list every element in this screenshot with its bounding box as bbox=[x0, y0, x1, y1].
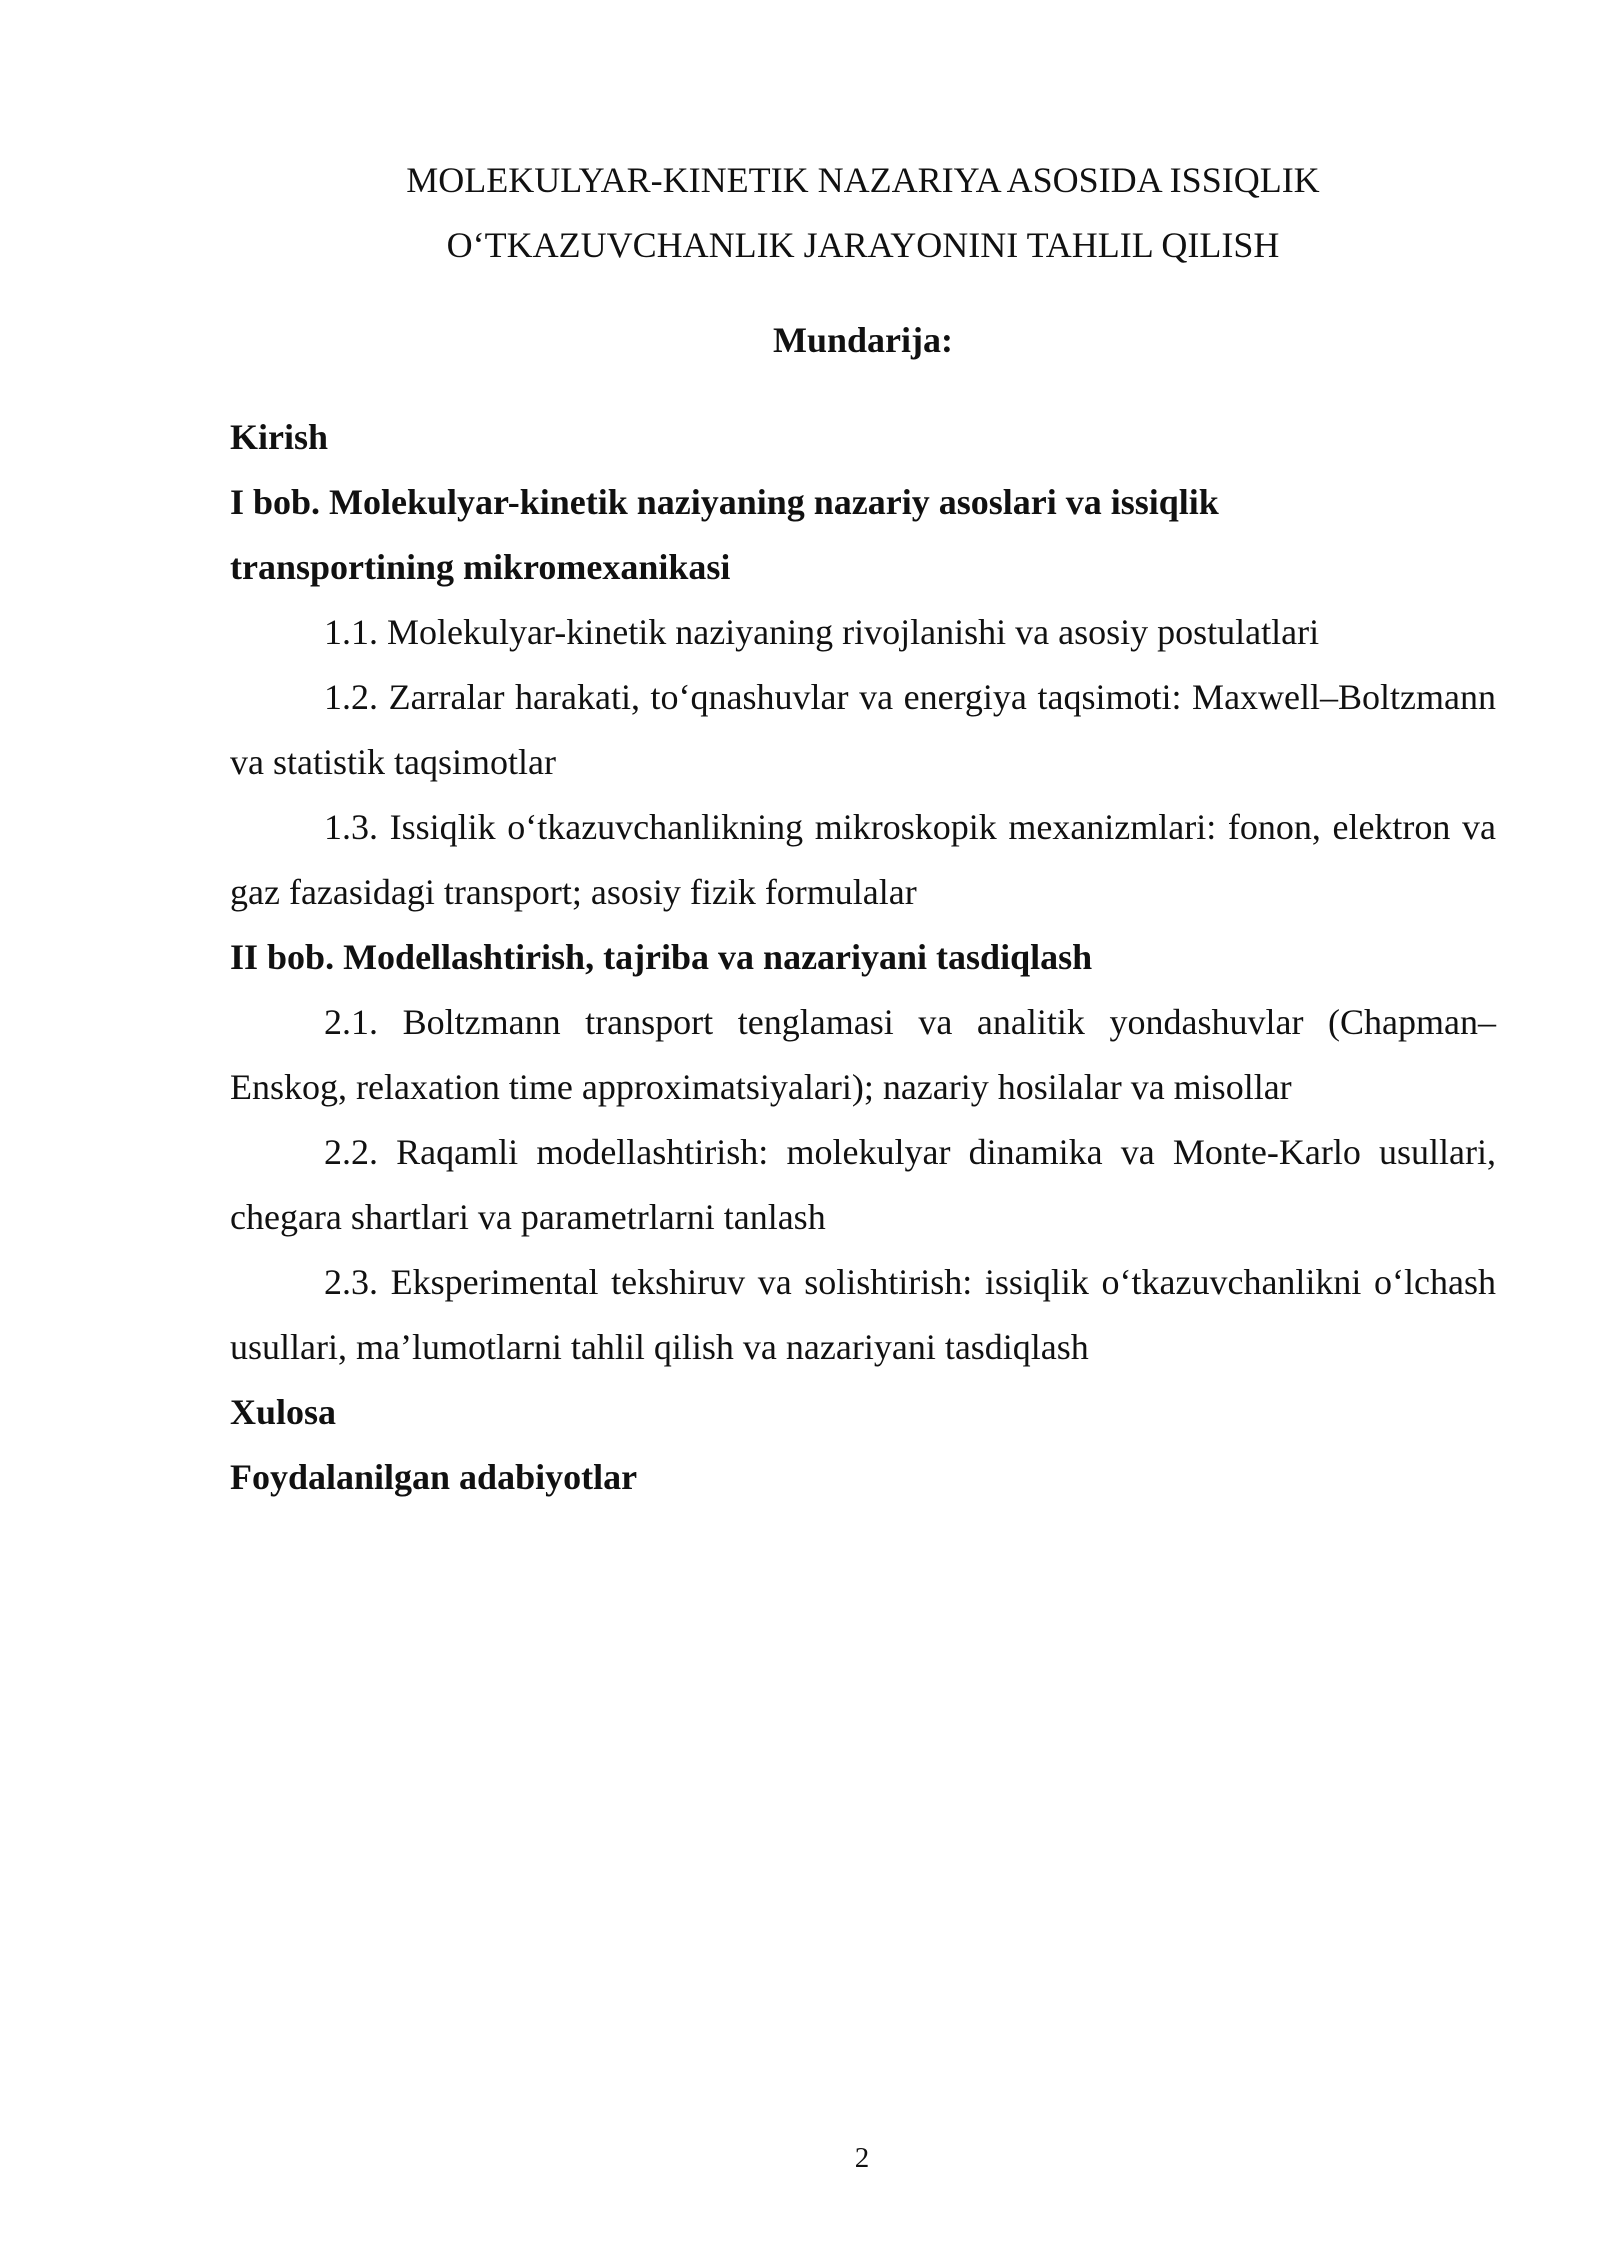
toc-heading: Mundarija: bbox=[773, 320, 953, 360]
toc-entry-section-1-2: 1.2. Zarralar harakati, to‘qnashuvlar va energiya taqsimoti: Maxwell–Boltzmann va statistik taqsimotlar bbox=[230, 677, 1496, 782]
toc-entry-references: Foydalanilgan adabiyotlar bbox=[230, 1457, 638, 1497]
document-title-line-2: O‘TKAZUVCHANLIK JARAYONINI TAHLIL QILISH bbox=[446, 225, 1280, 265]
toc-entry-section-2-1: 2.1. Boltzmann transport tenglamasi va analitik yondashuvlar (Chapman–Enskog, relaxation time approximatsiyalari); nazariy hosilalar va misollar bbox=[230, 1002, 1496, 1107]
toc-entry-chapter-1: I bob. Molekulyar-kinetik naziyaning nazariy asoslari va issiqlik transportining mikromexanikasi bbox=[230, 482, 1219, 587]
toc-entry-section-1-1: 1.1. Molekulyar-kinetik naziyaning rivojlanishi va asosiy postulatlari bbox=[324, 612, 1320, 652]
toc-entry-section-2-3: 2.3. Eksperimental tekshiruv va solishtirish: issiqlik o‘tkazuvchanlikni o‘lchash usullari, ma’lumotlarni tahlil qilish va nazariyani tasdiqlash bbox=[230, 1262, 1496, 1367]
toc-entry-section-2-2: 2.2. Raqamli modellashtirish: molekulyar dinamika va Monte-Karlo usullari, chegara shartlari va parametrlarni tanlash bbox=[230, 1132, 1496, 1237]
document-title-line-1: MOLEKULYAR-KINETIK NAZARIYA ASOSIDA ISSIQLIK bbox=[406, 160, 1320, 200]
table-of-contents bbox=[230, 405, 1496, 1510]
document-title bbox=[230, 148, 1496, 278]
toc-entry-conclusion: Xulosa bbox=[230, 1392, 337, 1432]
toc-entry-chapter-2: II bob. Modellashtirish, tajriba va nazariyani tasdiqlash bbox=[230, 937, 1093, 977]
toc-entry-section-1-3: 1.3. Issiqlik o‘tkazuvchanlikning mikroskopik mexanizmlari: fonon, elektron va gaz fazasidagi transport; asosiy fizik formulalar bbox=[230, 807, 1496, 912]
page-number: 2 bbox=[854, 2142, 870, 2174]
toc-entry-intro: Kirish bbox=[230, 417, 329, 457]
